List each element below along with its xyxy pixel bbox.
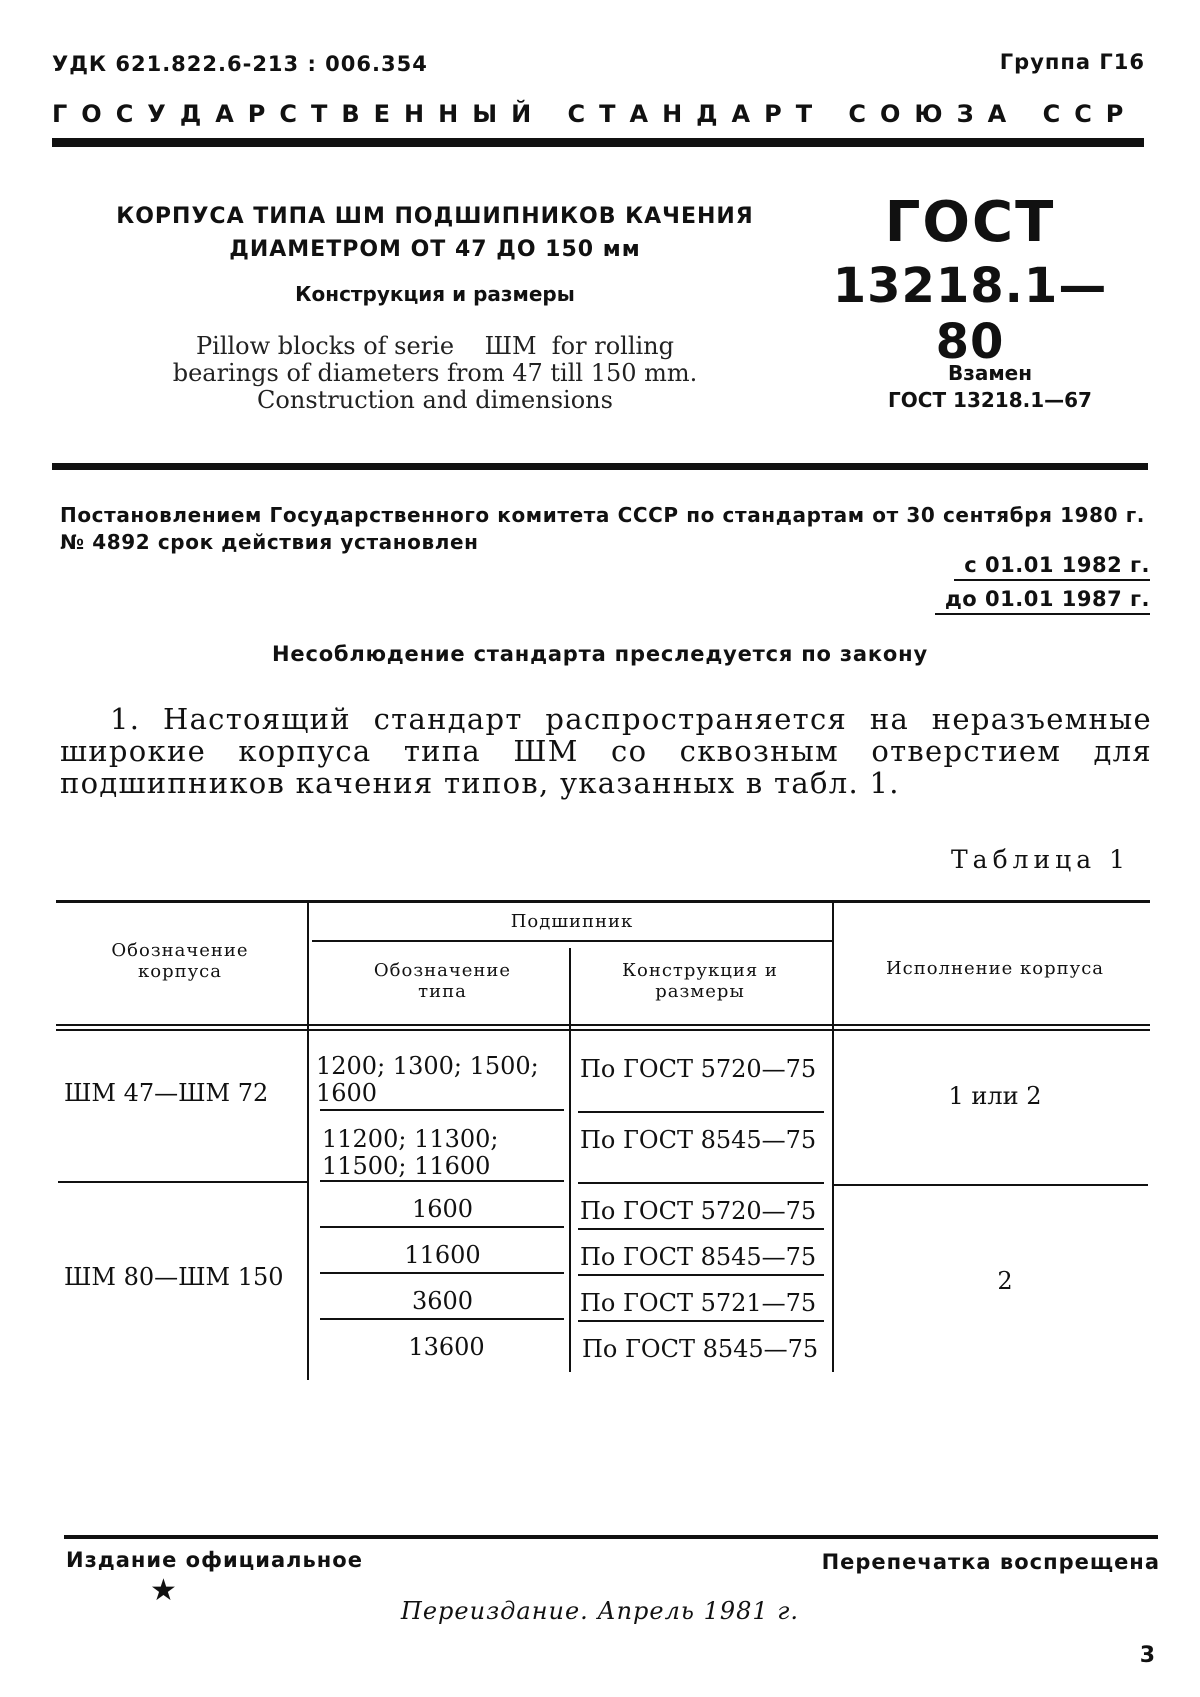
col-rule-2 <box>569 948 571 1372</box>
english-title-line-1: Pillow blocks of serie ШМ for rolling <box>196 332 674 360</box>
law-notice: Несоблюдение стандарта преследуется по закону <box>272 642 928 666</box>
gost-label: ГОСТ <box>884 190 1056 255</box>
document-subtitle: Конструкция и размеры <box>295 282 575 306</box>
execution-cell: 2 <box>997 1267 1013 1295</box>
row-rule <box>320 1318 564 1320</box>
page-number: 3 <box>1139 1643 1155 1668</box>
title-line-1: КОРПУСА ТИПА ШМ ПОДШИПНИКОВ КАЧЕНИЯ <box>116 204 754 229</box>
col-rule-3 <box>832 902 834 1372</box>
row-rule <box>320 1272 564 1274</box>
header-type: Обозначение типа <box>373 960 512 1002</box>
construction-cell: По ГОСТ 5721—75 <box>580 1289 817 1317</box>
construction-cell: По ГОСТ 5720—75 <box>580 1055 817 1083</box>
english-title-line-2: bearings of diameters from 47 till 150 mm. <box>172 359 698 387</box>
group-divider-right <box>834 1184 1148 1186</box>
row-rule <box>320 1180 564 1182</box>
row-rule <box>578 1228 824 1230</box>
type-cell: 3600 <box>411 1287 474 1315</box>
group-divider-left <box>58 1181 308 1183</box>
type-cell: 1200; 1300; 1500; 1600 <box>316 1052 539 1107</box>
row-rule <box>578 1182 824 1184</box>
construction-cell: По ГОСТ 8545—75 <box>582 1335 819 1363</box>
header-housing: Обозначение корпуса <box>111 940 249 982</box>
row-rule <box>320 1226 564 1228</box>
state-standard-heading: ГОСУДАРСТВЕННЫЙ СТАНДАРТ СОЮЗА ССР <box>52 100 1138 128</box>
col-rule-1 <box>307 902 309 1380</box>
housing-cell: ШМ 47—ШМ 72 <box>64 1079 269 1107</box>
english-title-line-3: Construction and dimensions <box>257 386 613 414</box>
date-from: с 01.01 1982 г. <box>954 553 1150 581</box>
header-construction: Конструкция и размеры <box>622 960 778 1002</box>
replaces-label: Взамен <box>947 361 1033 385</box>
official-edition: Издание официальное <box>66 1548 363 1572</box>
group-code: Группа Г16 <box>999 50 1145 74</box>
construction-cell: По ГОСТ 8545—75 <box>580 1126 817 1154</box>
decree-text: Постановлением Государственного комитета СССР по стандартам от 30 сентября 1980 г. № 4892 срок действия установлен <box>60 503 1145 554</box>
type-cell: 13600 <box>408 1333 485 1361</box>
table-top-rule <box>56 900 1150 903</box>
row-rule <box>320 1109 564 1111</box>
execution-cell: 1 или 2 <box>948 1082 1042 1110</box>
construction-cell: По ГОСТ 5720—75 <box>580 1197 817 1225</box>
type-cell: 1600 <box>411 1195 474 1223</box>
gost-number: 13218.1—80 <box>832 258 1108 370</box>
reissue-note: Переиздание. Апрель 1981 г. <box>400 1597 800 1625</box>
row-rule <box>578 1320 824 1322</box>
type-cell: 11200; 11300; 11500; 11600 <box>322 1125 499 1180</box>
paragraph-1: 1. Настоящий стандарт распространяется на неразъемные широкие корпуса типа ШМ со сквозным отверстием для подшипников качения типов, указанных в табл. 1. <box>60 702 1152 800</box>
table-caption: Таблица 1 <box>950 845 1130 874</box>
footer-rule <box>64 1535 1158 1539</box>
udk-code: УДК 621.822.6-213 : 006.354 <box>52 52 428 76</box>
header-execution: Исполнение корпуса <box>885 958 1105 979</box>
replaces-number: ГОСТ 13218.1—67 <box>888 388 1092 412</box>
type-cell: 11600 <box>404 1241 481 1269</box>
star-icon: ★ <box>150 1573 177 1608</box>
bearing-header-rule <box>312 940 832 942</box>
header-bearing: Подшипник <box>510 911 634 932</box>
housing-cell: ШМ 80—ШМ 150 <box>64 1263 284 1291</box>
title-line-2: ДИАМЕТРОМ ОТ 47 ДО 150 мм <box>229 237 641 262</box>
row-rule <box>578 1274 824 1276</box>
header-bottom-rule <box>56 1024 1150 1026</box>
header-bottom-rule-2 <box>56 1029 1150 1031</box>
reprint-prohibited: Перепечатка воспрещена <box>821 1550 1160 1574</box>
construction-cell: По ГОСТ 8545—75 <box>580 1243 817 1271</box>
row-rule <box>578 1111 824 1113</box>
date-to: до 01.01 1987 г. <box>935 587 1150 615</box>
